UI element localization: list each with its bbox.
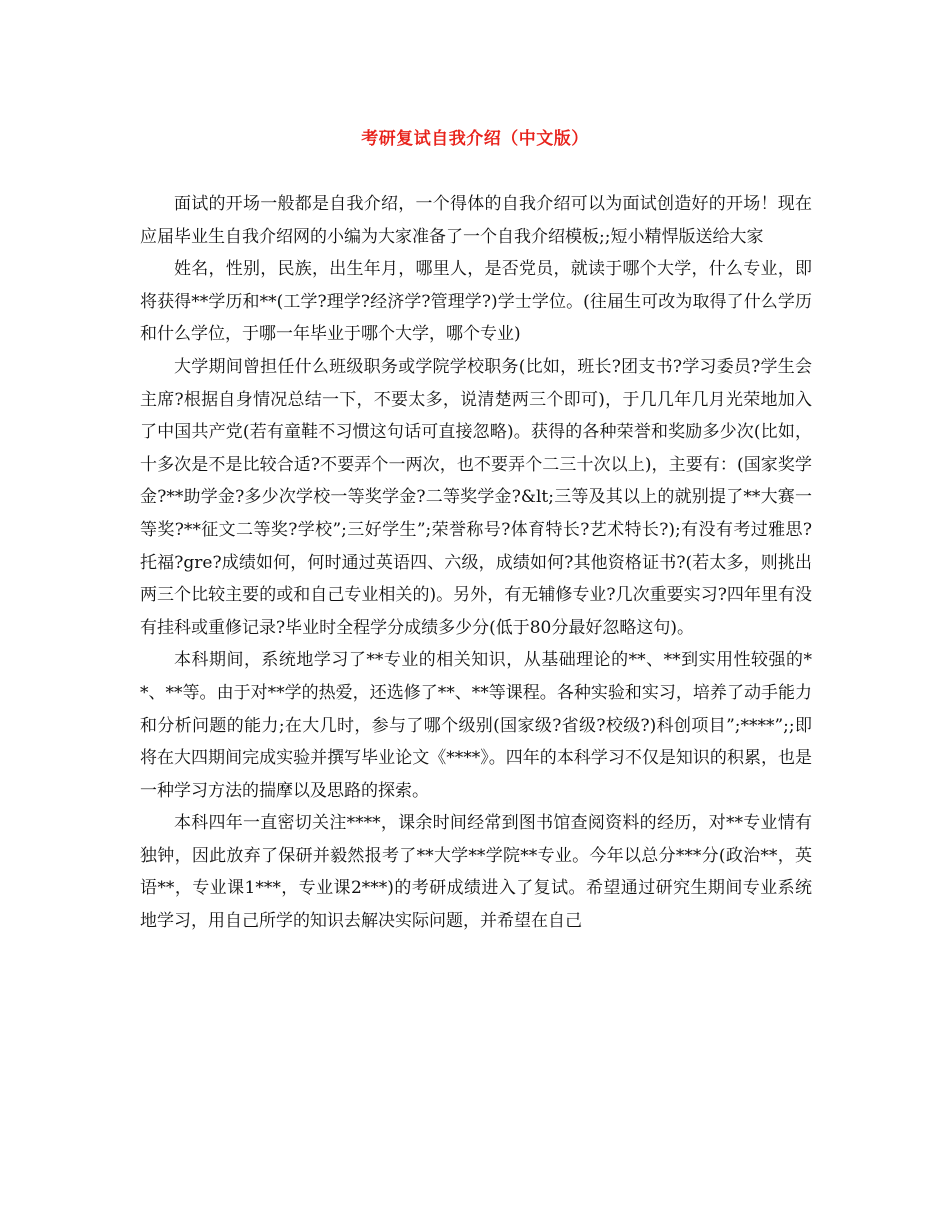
paragraph-college-experience: 大学期间曾担任什么班级职务或学院学校职务(比如，班长?团支书?学习委员?学生会主席?根据自身情况总结一下，不要太多，说清楚两三个即可)，于几几年几月光荣地加入了中国共产党(若有童鞋不习惯这句话可直接忽略)。获得的各种荣誉和奖励多少次(比如，十多次是不是比较合适?不要弄个一两次，也不要弄个二三十次以上)，主要有：(国家奖学金?**助学金?多少次学校一等奖学金?二等奖学金?&lt;三等及其以上的就别提了**大赛一等奖?**征文二等奖?学校”;三好学生”;荣誉称号?体育特长?艺术特长?);有没有考过雅思?托福?gre?成绩如何，何时通过英语四、六级，成绩如何?其他资格证书?(若太多，则挑出两三个比较主要的或和自己专业相关的)。另外，有无辅修专业?几次重要实习?四年里有没有挂科或重修记录?毕业时全程学分成绩多少分(低于80分最好忽略这句)。 <box>140 356 812 638</box>
paragraph-undergraduate-study: 本科期间，系统地学习了**专业的相关知识，从基础理论的**、**到实用性较强的**、**等。由于对**学的热爱，还选修了**、**等课程。各种实验和实习，培养了动手能力和分析问题的能力;在大几时，参与了哪个级别(国家级?省级?校级?)科创项目”;****”;;即将在大四期间完成实验并撰写毕业论文《****》。四年的本科学习不仅是知识的积累，也是一种学习方法的揣摩以及思路的探索。 <box>140 650 812 801</box>
paragraph-intro: 面试的开场一般都是自我介绍，一个得体的自我介绍可以为面试创造好的开场！现在应届毕业生自我介绍网的小编为大家准备了一个自我介绍模板;;短小精悍版送给大家 <box>140 194 812 247</box>
paragraph-basic-info: 姓名，性别，民族，出生年月，哪里人，是否党员，就读于哪个大学，什么专业，即将获得**学历和**(工学?理学?经济学?管理学?)学士学位。(往届生可改为取得了什么学历和什么学位，于哪一年毕业于哪个大学，哪个专业) <box>140 259 812 345</box>
page-title: 考研复试自我介绍（中文版） <box>361 129 589 149</box>
document-body <box>140 188 812 938</box>
paragraph-graduate-goal: 本科四年一直密切关注****，课余时间经常到图书馆查阅资料的经历，对**专业情有独钟，因此放弃了保研并毅然报考了**大学**学院**专业。今年以总分***分(政治**，英语**，专业课1***，专业课2***)的考研成绩进入了复试。希望通过研究生期间专业系统地学习，用自己所学的知识去解决实际问题，并希望在自己 <box>140 813 812 932</box>
